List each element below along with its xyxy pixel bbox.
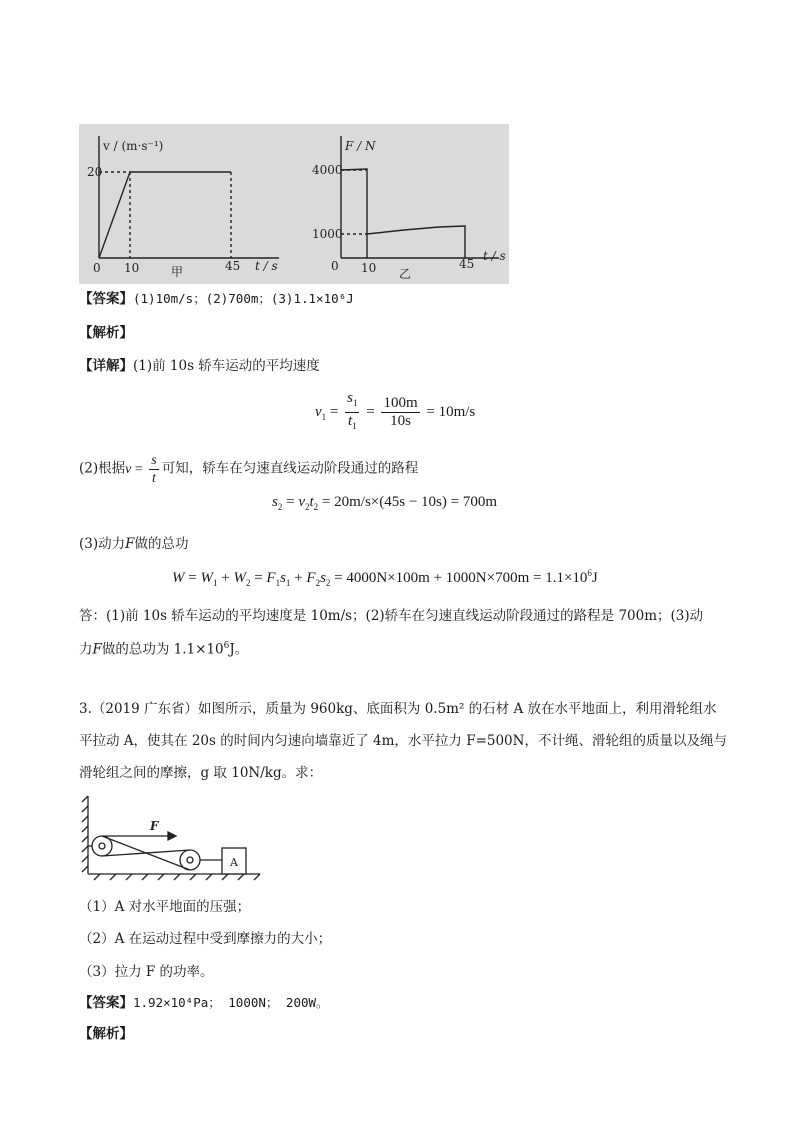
equation-3: $W = W_1 + W_2 = F_1s_1 + F_2s_2 = 4000N\times 100m + 1000N\times 700m = 1.1\times 10^6J$ (172, 568, 598, 588)
eq1-s: s (347, 390, 353, 406)
step3-suffix: 做的总功 (134, 536, 189, 552)
left-y-tick: 20 (87, 165, 103, 179)
step2-v: v (125, 461, 132, 477)
right-x-tick-2: 45 (459, 257, 475, 271)
left-x-tick-2: 45 (225, 259, 241, 273)
question-1: （1）A 对水平地面的压强； (79, 899, 251, 915)
detail-line (79, 356, 320, 376)
pulley-diagram (80, 792, 265, 882)
step3-F: F (125, 536, 135, 552)
conclusion-c: J。 (229, 641, 249, 658)
eq3-text: = 4000N×100m + 1000N×700m = 1.1×10 (334, 570, 588, 586)
eq1-t: t (347, 413, 353, 429)
equation-1: $v_1$ = $\frac{s_1}{t_1}$ = $\frac{100m}{10s}$ = 10m/s (315, 390, 475, 435)
right-origin: 0 (331, 259, 339, 273)
right-caption: 乙 (399, 267, 412, 281)
detail-text: (1)前 10s 轿车运动的平均速度 (133, 358, 320, 374)
eq1-frac-s-t: $\frac{s_1}{t_1}$ (347, 390, 358, 431)
conclusion-b: 做的总功为 1.1×10 (101, 641, 224, 658)
step-3 (79, 534, 189, 554)
left-caption: 甲 (171, 265, 184, 279)
problem-3-line-3: 滑轮组之间的摩擦，g 取 10N/kg。求： (79, 765, 323, 781)
eq1-denominator: 10s (390, 413, 411, 429)
eq1-numerator: 100m (383, 395, 418, 411)
velocity-force-graphs (79, 124, 509, 284)
right-y-tick-high: 4000 (312, 163, 343, 177)
problem-3-line-2: 平拉动 A，使其在 20s 的时间内匀速向墙靠近了 4m，水平拉力 F=500N，不计绳、滑轮组的质量以及绳与 (79, 733, 727, 749)
eq1-result: = 10m/s (426, 403, 476, 420)
right-x-label: t / s (483, 249, 506, 263)
step3-prefix: (3)动力 (79, 536, 126, 552)
eq1-frac-values (381, 395, 419, 430)
right-y-tick-low: 1000 (312, 227, 343, 241)
answer-1 (79, 289, 354, 309)
pulley-svg (80, 792, 265, 882)
analysis-3-label: 【解析】 (79, 1026, 133, 1042)
answer-3 (79, 993, 329, 1013)
answer-text: (1)10m/s；(2)700m；(3)1.1×10⁶J (133, 291, 354, 306)
answer-label: 【答案】 (79, 291, 133, 307)
answer-3-label: 【答案】 (79, 995, 133, 1011)
question-2: （2）A 在运动过程中受到摩擦力的大小； (79, 931, 332, 947)
problem-3-line-1: 3.（2019 广东省）如图所示，质量为 960kg、底面积为 0.5m² 的石材 A 放在水平地面上，利用滑轮组水 (79, 701, 717, 717)
left-x-tick-1: 10 (124, 261, 140, 275)
question-3: （3）拉力 F 的功率。 (79, 964, 214, 980)
step2-t: t (152, 471, 156, 486)
eq1-sub-1: 1 (321, 411, 327, 422)
step2-frac (149, 452, 158, 487)
step2-suffix: 可知，轿车在匀速直线运动阶段通过的路程 (161, 460, 419, 477)
left-x-label: t / s (255, 259, 278, 273)
step2-s: s (151, 453, 157, 468)
analysis-label: 【解析】 (79, 325, 133, 341)
eq2-text: = 20m/s×(45s − 10s) = 700m (321, 494, 497, 510)
equation-2: $s_2 = v_2t_2 = 20m/s\times(45s - 10s) = 700m$ (272, 494, 497, 512)
eq1-v: v (315, 403, 322, 420)
answer-3-text: 1.92×10⁴Pa； 1000N； 200W。 (133, 995, 329, 1010)
force-label: F (150, 819, 159, 833)
graph-figure (79, 124, 509, 284)
left-y-label: v / (m·s⁻¹) (103, 139, 164, 153)
conclusion-a: 力 (79, 641, 93, 658)
conclusion-line-2: 力F做的总功为 $1.1\times 10^6J$。 (79, 641, 249, 658)
block-label: A (230, 856, 238, 869)
conclusion-line-1: 答：(1)前 10s 轿车运动的平均速度是 10m/s；(2)轿车在匀速直线运动阶段通过的路程是 700m；(3)动 (79, 608, 704, 624)
right-y-label: F / N (345, 139, 376, 153)
detail-label: 【详解】 (79, 358, 133, 374)
step2-prefix: (2)根据 (79, 460, 126, 477)
step-2: (2)根据v = $\frac{s}{t}$ 可知，轿车在匀速直线运动阶段通过的路程 (79, 453, 419, 486)
right-x-tick-1: 10 (361, 261, 377, 275)
left-origin: 0 (93, 261, 101, 275)
